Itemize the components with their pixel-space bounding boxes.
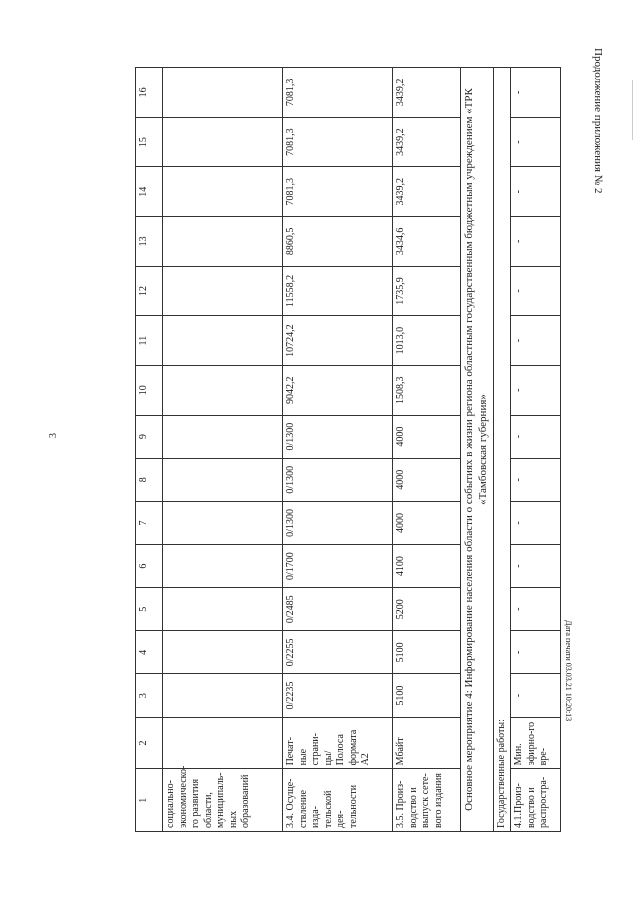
table-cell: [163, 117, 283, 167]
table-cell: 4.1.Произ-водство и распростра-: [511, 769, 561, 832]
table-cell: 4000: [393, 501, 461, 544]
table-cell: -: [511, 167, 561, 217]
gov-works-row: [493, 68, 511, 832]
column-header: 8: [136, 458, 163, 501]
table-cell: 4000: [393, 458, 461, 501]
table-cell: 7081,3: [283, 68, 393, 118]
column-header: 1: [136, 769, 163, 832]
data-table: [135, 67, 561, 832]
column-header: 12: [136, 266, 163, 316]
table-cell: 4100: [393, 545, 461, 588]
column-header: 14: [136, 167, 163, 217]
table-cell: [163, 415, 283, 458]
column-header: 10: [136, 365, 163, 415]
column-header: 13: [136, 217, 163, 267]
table-row: [163, 68, 283, 832]
table-cell: 3439,2: [393, 117, 461, 167]
column-number-row: [136, 68, 163, 832]
table-cell: -: [511, 545, 561, 588]
column-header: 15: [136, 117, 163, 167]
print-date: Дата печати 03.03.21 10:20:13: [564, 620, 573, 722]
table-cell: 0/1300: [283, 501, 393, 544]
scan-artifact: [632, 80, 633, 140]
table-cell: 4000: [393, 415, 461, 458]
table-cell: 0/1700: [283, 545, 393, 588]
table-cell: [163, 167, 283, 217]
page-number: 3: [48, 433, 59, 438]
table-cell: [163, 266, 283, 316]
table-cell: -: [511, 316, 561, 366]
column-header: 2: [136, 717, 163, 769]
table-cell: 1013,0: [393, 316, 461, 366]
table-cell: -: [511, 365, 561, 415]
table-cell: [163, 501, 283, 544]
table-cell: [163, 365, 283, 415]
column-header: 7: [136, 501, 163, 544]
table-cell: 3.4. Осуще-ствление изда-тельской дея-тельности: [283, 769, 393, 832]
table-cell: 9042,2: [283, 365, 393, 415]
table-cell: 0/2255: [283, 631, 393, 674]
table-cell: 7081,3: [283, 117, 393, 167]
column-header: 6: [136, 545, 163, 588]
table-cell: 1508,3: [393, 365, 461, 415]
table-cell: [163, 588, 283, 631]
table-cell: -: [511, 266, 561, 316]
table-cell: -: [511, 217, 561, 267]
event-description: Основное мероприятие 4: Информирование населения области о событиях в жизни региона областным государственным бюджетным учреждением «ТРК «Тамбовская губерния»: [461, 68, 494, 832]
column-header: 9: [136, 415, 163, 458]
table-cell: Печат-ные страни-цы/ Полоса формата А2: [283, 717, 393, 769]
event-row: [461, 68, 494, 832]
table-cell: -: [511, 501, 561, 544]
column-header: 4: [136, 631, 163, 674]
continuation-title: Продолжение приложения № 2: [592, 48, 604, 194]
column-header: 3: [136, 674, 163, 717]
column-header: 5: [136, 588, 163, 631]
table-cell: 11558,2: [283, 266, 393, 316]
table-cell: 0/1300: [283, 415, 393, 458]
table-cell: 8860,5: [283, 217, 393, 267]
table-cell: [163, 717, 283, 769]
table-cell: 5100: [393, 674, 461, 717]
table-row: [511, 68, 561, 832]
table-cell: -: [511, 68, 561, 118]
table-cell: [163, 545, 283, 588]
table-cell: 3439,2: [393, 68, 461, 118]
table-cell: -: [511, 117, 561, 167]
table-cell: [163, 316, 283, 366]
table-row: [283, 68, 393, 832]
table-cell: Мин. эфирно-го вре-: [511, 717, 561, 769]
table-cell: 3.5. Произ-водство и выпуск сете-вого издания: [393, 769, 461, 832]
rotated-table-wrapper: [135, 67, 549, 832]
gov-works-label: Государственные работы:: [493, 68, 511, 832]
table-cell: 3439,2: [393, 167, 461, 217]
table-cell: 5100: [393, 631, 461, 674]
column-header: 16: [136, 68, 163, 118]
table-cell: -: [511, 415, 561, 458]
table-cell: -: [511, 588, 561, 631]
table-cell: -: [511, 631, 561, 674]
table-cell: 0/1300: [283, 458, 393, 501]
table-cell: 1735,9: [393, 266, 461, 316]
table-cell: социально-экономическо-го развития области, муниципаль-ных образований: [163, 769, 283, 832]
column-header: 11: [136, 316, 163, 366]
table-cell: [163, 631, 283, 674]
table-cell: Мбайт: [393, 717, 461, 769]
table-cell: [163, 458, 283, 501]
table-cell: [163, 68, 283, 118]
table-cell: -: [511, 674, 561, 717]
table-cell: 3434,6: [393, 217, 461, 267]
table-cell: [163, 674, 283, 717]
table-cell: 0/2485: [283, 588, 393, 631]
table-cell: 7081,3: [283, 167, 393, 217]
table-cell: 0/2235: [283, 674, 393, 717]
table-row: [393, 68, 461, 832]
table-cell: [163, 217, 283, 267]
table-cell: 5200: [393, 588, 461, 631]
table-cell: 10724,2: [283, 316, 393, 366]
table-cell: -: [511, 458, 561, 501]
